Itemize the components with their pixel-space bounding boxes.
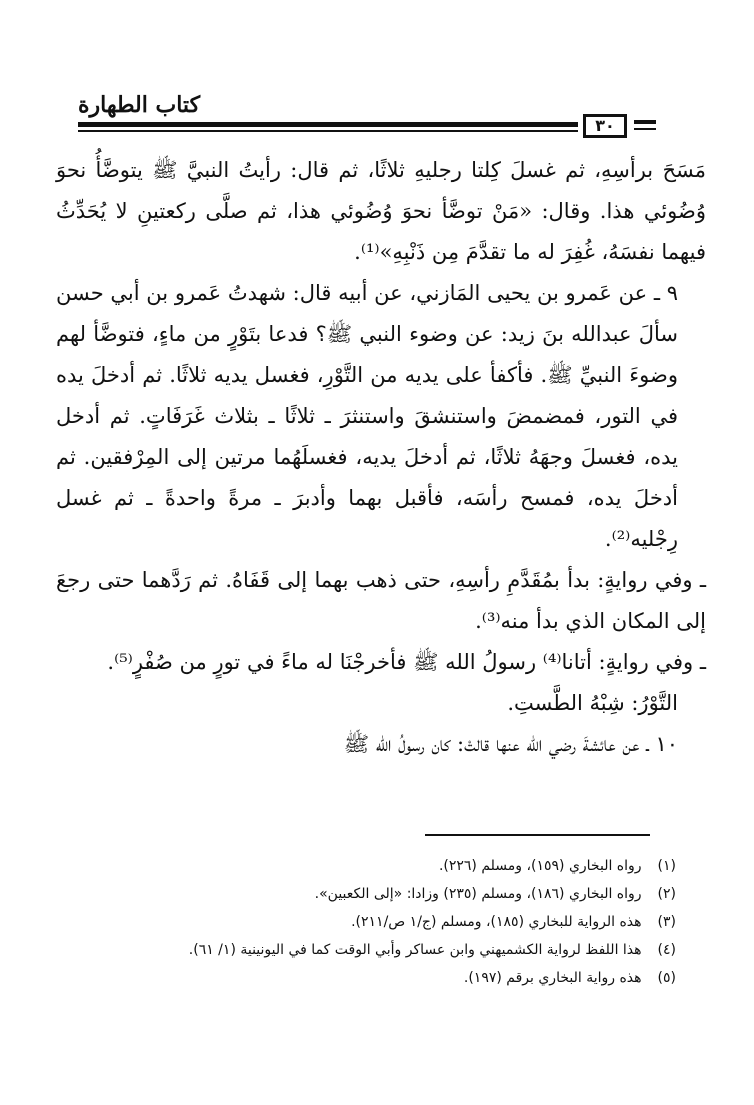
footnote-number: (٥) <box>657 970 676 986</box>
page-number-rule <box>634 128 656 130</box>
footnote-text: هذه الرواية للبخاري (١٨٥)، ومسلم (ج/١ ص/٢١١). <box>351 914 642 930</box>
book-title: كتاب الطهارة <box>78 92 201 118</box>
paragraph: ٩ ـ عن عَمرو بن يحيى المَازني، عن أبيه قال: شهدتُ عَمرو بن أبي حسن سألَ عبدالله بنَ زيد: عن وضوء النبي ﷺ؟ فدعا بتَوْرٍ من ماءٍ، فتوضَّأ لهم وضوءَ النبيِّ ﷺ. فأكفأ على يديه من التَّوْرِ، فغسل يديه ثلاثًا. ثم أدخلَ يده في التور، فمضمضَ واستنشقَ واستنثرَ ـ ثلاثًا ـ بثلاث غَرَفَاتٍ. ثم أدخل يده، فغسلَ وجهَهُ ثلاثًا، ثم أدخلَ يديه، فغسلَهُما مرتين إلى المِرْفقين. ثم أدخلَ يده، فمسح رأسَه، فأقبل بهما وأدبرَ ـ مرةً واحدةً ـ ثم غسل رِجْليه⁽²⁾. <box>56 281 678 551</box>
footnote <box>76 908 676 936</box>
paragraph: مَسَحَ برأسِهِ، ثم غسلَ كِلتا رجليهِ ثلاثًا، ثم قال: رأيتُ النبيَّ ﷺ يتوضَّأُ نحوَ وُضُوئي هذا. وقال: «مَنْ توضَّأ نحوَ وُضُوئي هذا، ثم صلَّى ركعتينِ لا يُحَدِّثُ فيهما نفسَهُ، غُفِرَ له ما تقدَّمَ مِن ذَنْبِهِ»⁽¹⁾. <box>56 158 706 264</box>
header-rule-thick <box>78 122 578 127</box>
page-header <box>78 92 678 136</box>
footnote-separator <box>425 834 650 836</box>
footnote <box>76 936 676 964</box>
paragraph: ـ وفي روايةٍ: بدأ بمُقَدَّمِ رأسِهِ، حتى ذهب بهما إلى قَفَاهُ. ثم رَدَّهما حتى رجعَ إلى المكان الذي بدأ منه⁽³⁾. <box>56 568 706 633</box>
footnote-text: رواه البخاري (١٥٩)، ومسلم (٢٢٦). <box>438 858 642 874</box>
footnote <box>76 880 676 908</box>
footnote-text: هذا اللفظ لرواية الكشميهني وابن عساكر وأبي الوقت كما في اليونينية (١/ ٦١). <box>188 942 642 958</box>
main-text <box>56 150 706 765</box>
footnote-number: (٤) <box>657 942 676 958</box>
footnote <box>76 964 676 992</box>
footnote-number: (٣) <box>657 914 676 930</box>
footnotes <box>76 852 676 992</box>
paragraph: ١٠ ـ عن عائشةَ رضي الله عنها قالتْ: كان رسولُ الله ﷺ <box>343 732 678 756</box>
footnote-number: (٢) <box>657 886 676 902</box>
header-rule-thin <box>78 130 578 132</box>
page-number-rule <box>634 120 656 124</box>
paragraph: التَّوْرُ: شِبْهُ الطَّستِ. <box>507 691 678 715</box>
footnote <box>76 852 676 880</box>
paragraph: ـ وفي روايةٍ: أتانا⁽⁴⁾ رسولُ الله ﷺ فأخرجْنَا له ماءً في تورٍ من صُفْرٍ⁽⁵⁾. <box>107 650 706 674</box>
page-number: ٣٠ <box>583 114 627 138</box>
footnote-text: هذه رواية البخاري برقم (١٩٧). <box>463 970 642 986</box>
footnote-text: رواه البخاري (١٨٦)، ومسلم (٢٣٥) وزادا: «إلى الكعبين». <box>314 886 642 902</box>
footnote-number: (١) <box>657 858 676 874</box>
